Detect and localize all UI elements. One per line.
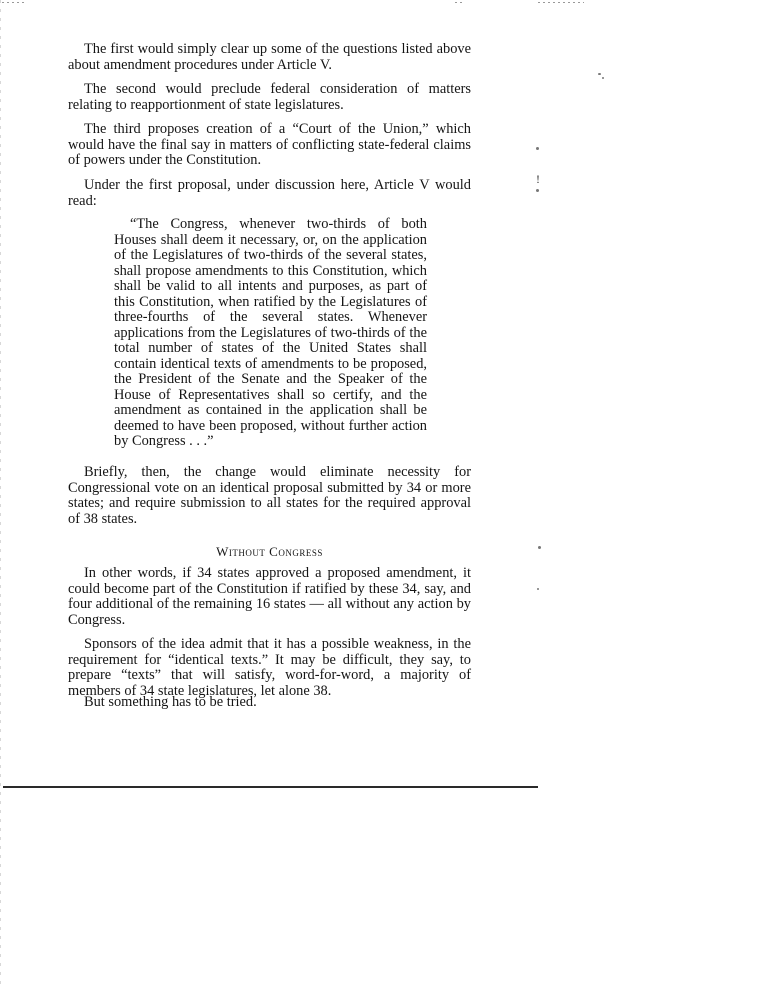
paragraph-in-other-words: In other words, if 34 states approved a proposed amendment, it could become part of the Constitution if ratified by these 34, say, and four additional of the remaining 16 states — all without any action by Congress. — [68, 565, 471, 628]
paragraph-closing: But something has to be tried. — [84, 694, 257, 710]
scan-speck — [536, 189, 539, 192]
article-v-quotation: “The Congress, whenever two-thirds of both Houses shall deem it necessary, or, on the application of the Legislatures of two-thirds of the several states, shall propose amendments to this Constitution, which shall be valid to all intents and purposes, as part of this Constitution, when ratified by the Legislatures of three-fourths of the several states. Whenever applications from the Legislatures of two-thirds of the total number of states of the United States shall contain identical texts of amendments to be proposed, the President of the Senate and the Speaker of the House of Representatives shall so certify, and the amendment as contained in the application shall be deemed to have been proposed, without further action by Congress . . .” — [114, 216, 427, 449]
scan-speck — [538, 546, 541, 549]
scan-edge-line — [0, 0, 1, 990]
section-heading: Without Congress — [216, 544, 323, 559]
paragraph-first-proposal: The first would simply clear up some of the questions listed above about amendment procedures under Article V. — [68, 41, 471, 73]
scan-noise — [2, 2, 24, 3]
scan-speck — [536, 147, 539, 150]
scan-speck — [602, 77, 604, 79]
scan-noise — [455, 2, 465, 3]
scan-speck — [537, 588, 539, 590]
paragraph-third-proposal: The third proposes creation of a “Court of the Union,” which would have the final say in matters of conflicting state-federal claims of powers under the Constitution. — [68, 121, 471, 168]
horizontal-rule — [3, 786, 538, 788]
paragraph-sponsors: Sponsors of the idea admit that it has a possible weakness, in the requirement for “identical texts.” It may be difficult, they say, to prepare “texts” that will satisfy, word-for-word, a majority of members of 34 state legislatures, let alone 38. — [68, 636, 471, 699]
paragraph-second-proposal: The second would preclude federal consideration of matters relating to reapportionment of state legislatures. — [68, 81, 471, 113]
scan-noise — [538, 2, 584, 3]
scan-speck — [598, 73, 601, 75]
scan-mark: ! — [536, 172, 540, 186]
paragraph-article-v-intro: Under the first proposal, under discussion here, Article V would read: — [68, 177, 471, 209]
paragraph-briefly: Briefly, then, the change would eliminate necessity for Congressional vote on an identical proposal submitted by 34 or more states; and require submission to all states for the required approval of 38 states. — [68, 464, 471, 527]
